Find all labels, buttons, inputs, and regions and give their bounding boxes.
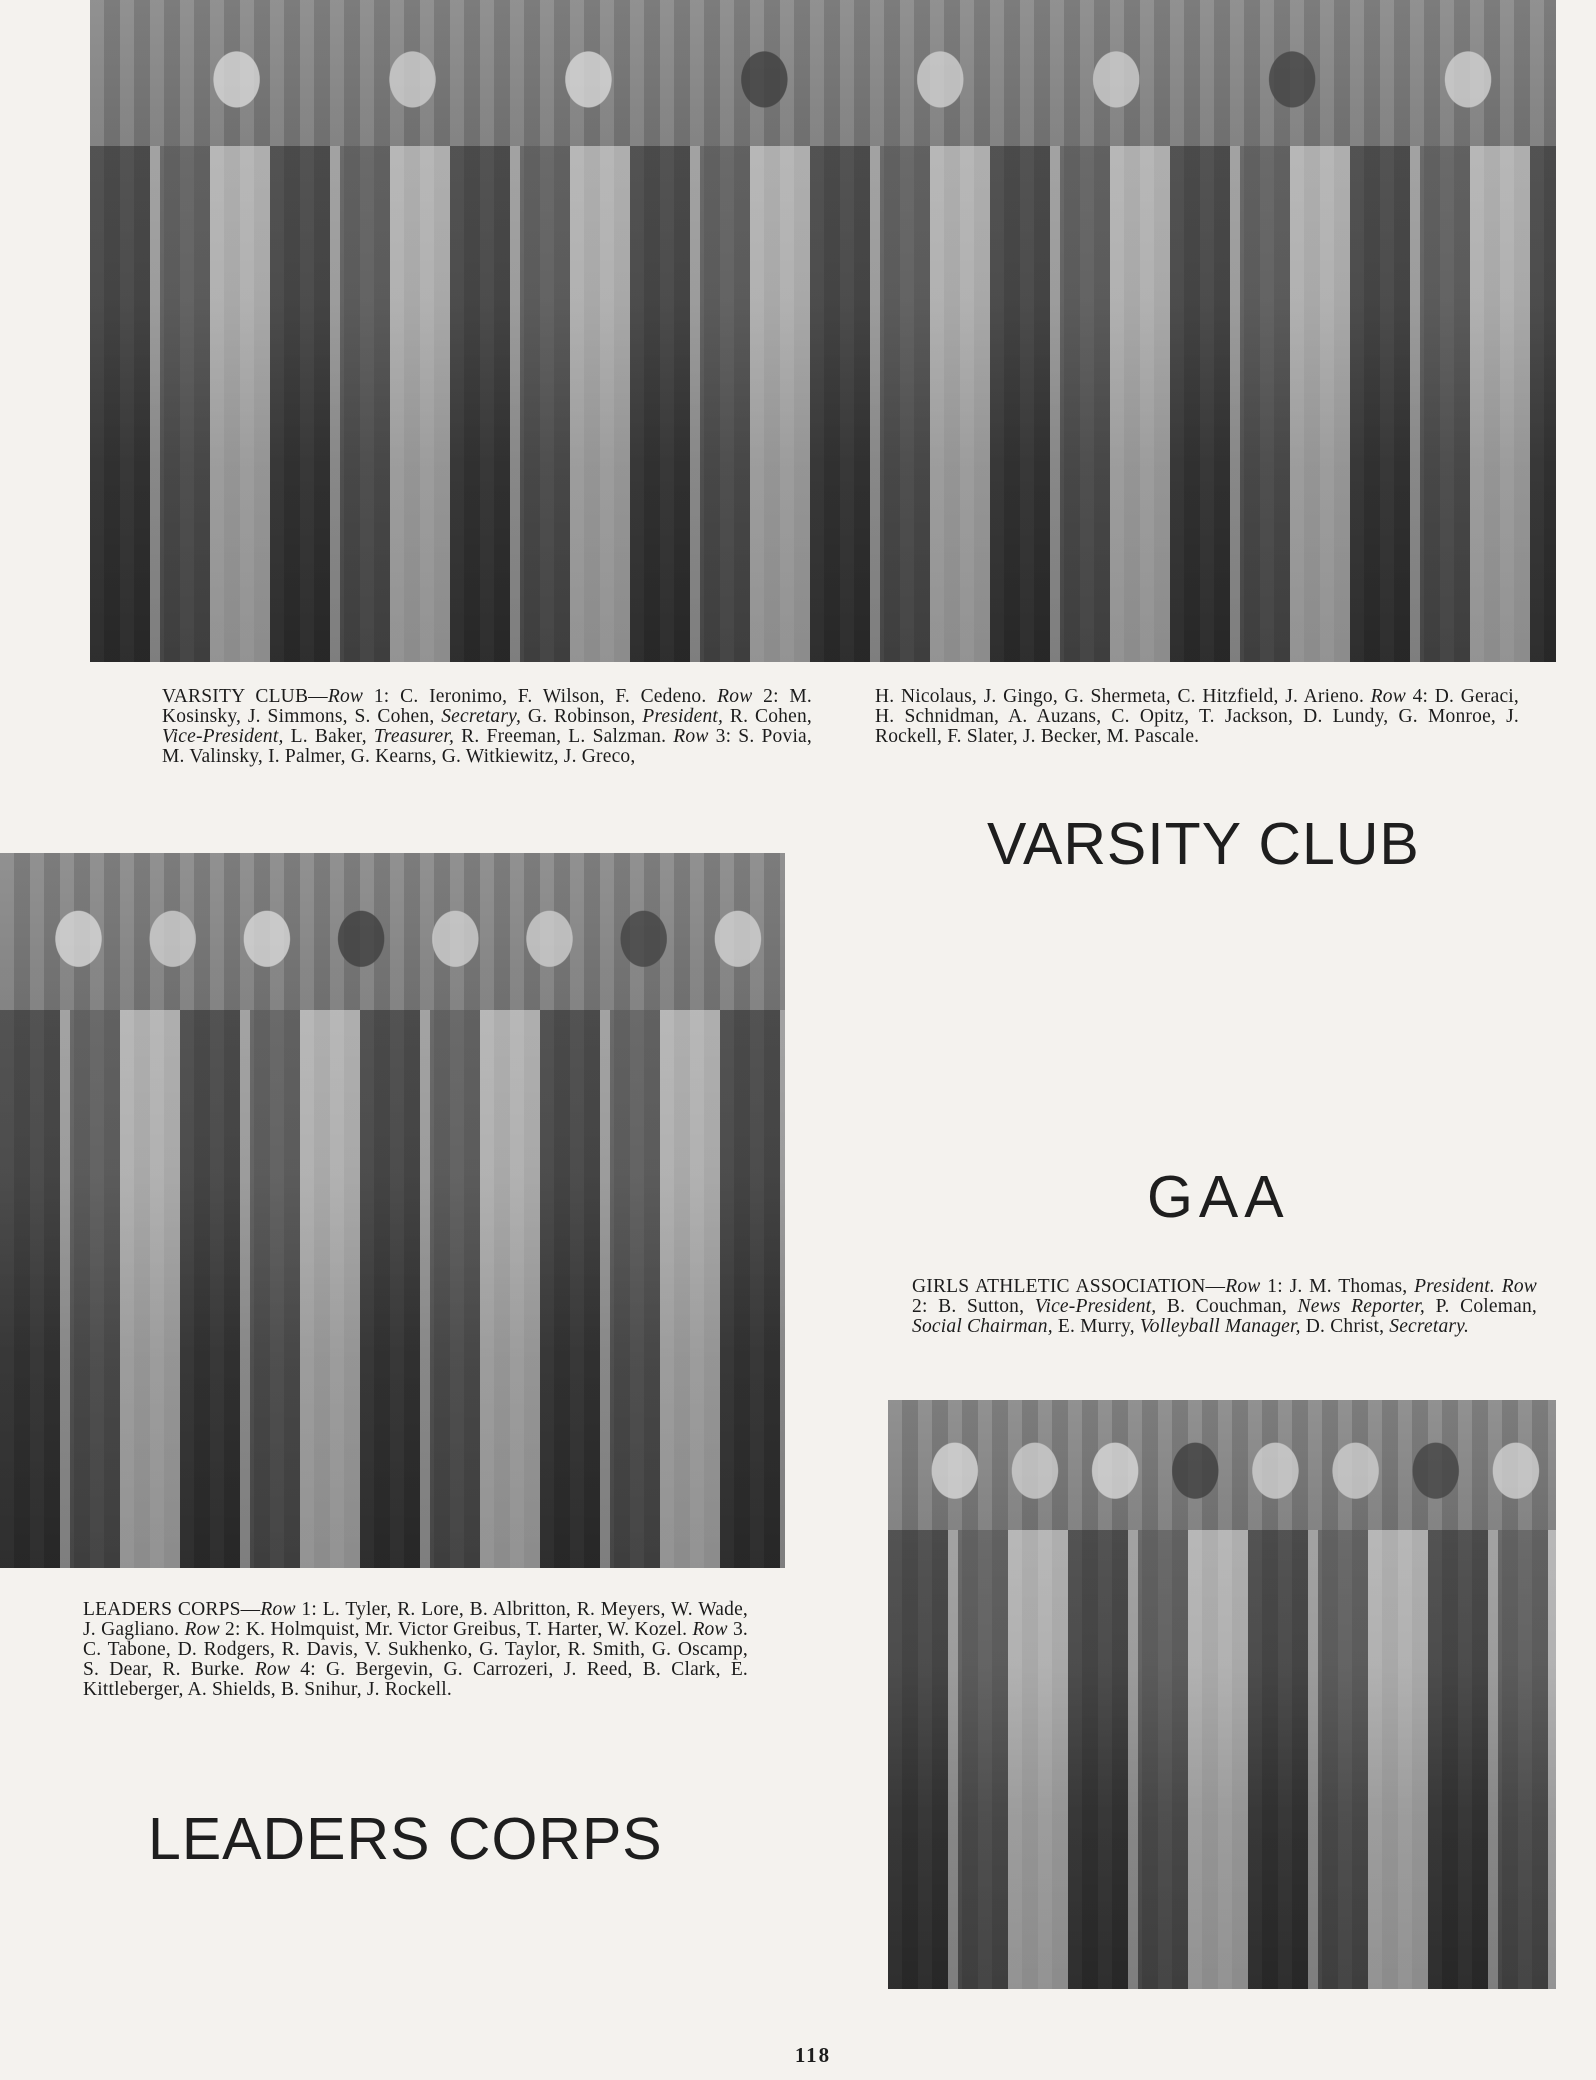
caption-segment: President, (642, 706, 724, 727)
photo-figures (888, 1400, 1556, 1989)
caption-segment: H. Nicolaus, J. Gingo, G. Shermeta, C. Hitzfield, J. Arieno. (875, 686, 1371, 707)
caption-segment: 1: L. Tyler, R. Lore, B. Albritton, R. Meyers, W. Wade, J. Gagliano. (83, 1599, 748, 1640)
caption-segment: News Reporter, (1297, 1296, 1425, 1317)
caption-segment: Treasurer, (373, 726, 455, 747)
leaders-corps-caption (83, 1600, 748, 1700)
varsity-club-heading: VARSITY CLUB (987, 811, 1420, 877)
caption-segment: Row (254, 1659, 291, 1680)
caption-segment: Row (692, 1619, 728, 1640)
caption-segment: P. Coleman, (1425, 1296, 1537, 1317)
caption-segment: 2: M. Kosinsky, J. Simmons, S. Cohen, (162, 686, 813, 727)
gaa-heading: GAA (1147, 1164, 1290, 1230)
caption-segment: 3. C. Tabone, D. Rodgers, R. Davis, V. Sukhenko, G. Taylor, R. Smith, G. Oscamp, S. Dear, R. Burke. (83, 1619, 748, 1680)
caption-segment: E. Murry, (1052, 1316, 1140, 1337)
caption-segment: R. Freeman, L. Salzman. (454, 726, 674, 747)
caption-segment: R. Cohen, (723, 706, 812, 727)
caption-segment: President. (1414, 1276, 1495, 1297)
caption-segment: 4: G. Bergevin, G. Carrozeri, J. Reed, B. Clark, E. Kittleberger, A. Shields, B. Snihur, J. Rockell. (83, 1659, 749, 1700)
caption-segment: Row (184, 1619, 220, 1640)
leaders-corps-heading: LEADERS CORPS (148, 1806, 663, 1872)
caption-segment: 2: K. Holmquist, Mr. Victor Greibus, T. Harter, W. Kozel. (219, 1619, 693, 1640)
varsity-club-photo (90, 0, 1556, 662)
caption-segment: 4: D. Geraci, H. Schnidman, A. Auzans, C. Opitz, T. Jackson, D. Lundy, G. Monroe, J. Rockell, F. Slater, J. Becker, M. Pascale. (875, 686, 1519, 747)
caption-segment: GIRLS ATHLETIC ASSOCIATION— (912, 1276, 1226, 1297)
photo-figures (90, 0, 1556, 662)
caption-segment: 1: C. Ieronimo, F. Wilson, F. Cedeno. (363, 686, 718, 707)
caption-segment: L. Baker, (283, 726, 374, 747)
leaders-corps-photo (0, 853, 785, 1568)
caption-segment: Row (1501, 1276, 1537, 1297)
caption-segment: Row (260, 1599, 296, 1620)
caption-segment: Row (1370, 686, 1406, 707)
gaa-photo (888, 1400, 1556, 1989)
caption-segment (1495, 1276, 1502, 1297)
caption-segment: G. Robinson, (521, 706, 643, 727)
caption-segment: Row (327, 686, 364, 707)
caption-segment: Secretary. (1389, 1316, 1470, 1337)
caption-segment: D. Christ, (1300, 1316, 1390, 1337)
varsity-caption-left (162, 687, 812, 767)
caption-segment: VARSITY CLUB— (162, 686, 328, 707)
gaa-caption (912, 1277, 1537, 1337)
caption-segment: LEADERS CORPS— (83, 1599, 261, 1620)
caption-segment: Social Chairman, (912, 1316, 1053, 1337)
caption-segment: Secretary, (441, 706, 522, 727)
caption-segment: 2: B. Sutton, (912, 1296, 1035, 1317)
caption-segment: Vice-President, (1034, 1296, 1157, 1317)
caption-segment: 1: J. M. Thomas, (1260, 1276, 1415, 1297)
caption-segment: Vice-President, (162, 726, 284, 747)
page-number: 118 (794, 2043, 832, 2067)
caption-segment: 3: S. Povia, M. Valinsky, I. Palmer, G. Kearns, G. Witkiewitz, J. Greco, (162, 726, 812, 767)
caption-segment: B. Couchman, (1156, 1296, 1298, 1317)
caption-segment: Row (673, 726, 709, 747)
photo-figures (0, 853, 785, 1568)
caption-segment: Row (1225, 1276, 1261, 1297)
caption-segment: Row (717, 686, 753, 707)
caption-segment: Volleyball Manager, (1139, 1316, 1301, 1337)
varsity-caption-right (875, 687, 1519, 747)
